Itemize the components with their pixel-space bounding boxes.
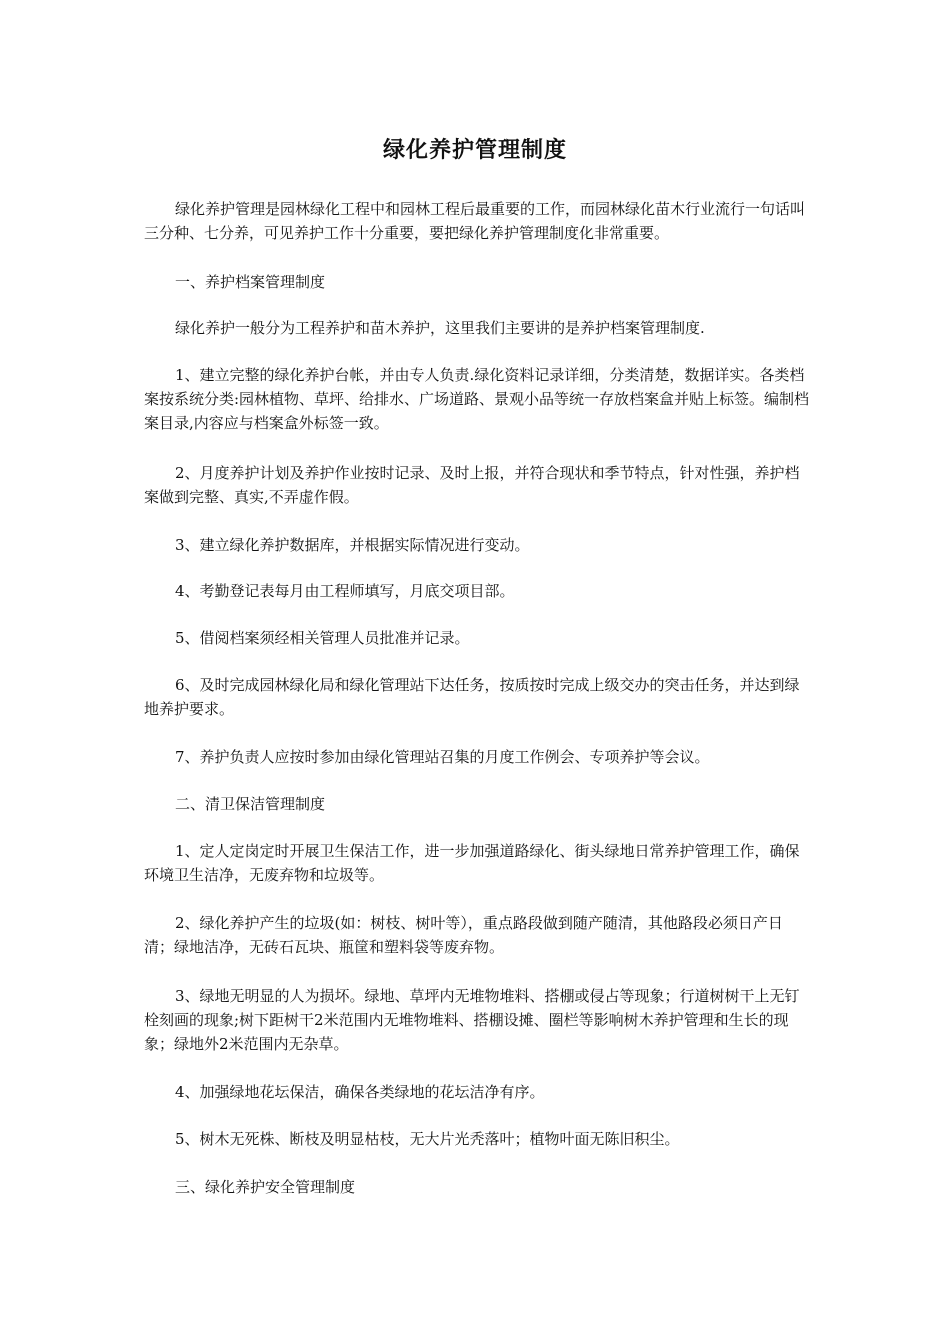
list-item: 5、树木无死株、断枝及明显枯枝，无大片光秃落叶；植物叶面无陈旧积尘。 (175, 1130, 680, 1148)
list-item: 3、绿地无明显的人为损坏。绿地、草坪内无堆物堆料、搭棚或侵占等现象；行道树树干上无钉栓刻画的现象;树下距树干2米范围内无堆物堆料、搭棚设摊、圈栏等影响树木养护管理和生长的现象；绿地外2米范围内无杂草。 (144, 987, 800, 1053)
section-heading-safety: 三、绿化养护安全管理制度 (175, 1178, 356, 1196)
list-item: 7、养护负责人应按时参加由绿化管理站召集的月度工作例会、专项养护等会议。 (175, 748, 710, 766)
section-heading-cleaning: 二、清卫保洁管理制度 (175, 795, 326, 813)
paragraph: 绿化养护一般分为工程养护和苗木养护，这里我们主要讲的是养护档案管理制度. (175, 319, 705, 337)
list-item: 3、建立绿化养护数据库，并根据实际情况进行变动。 (175, 536, 530, 554)
list-item: 1、定人定岗定时开展卫生保洁工作，进一步加强道路绿化、街头绿地日常养护管理工作，确保环境卫生洁净，无废弃物和垃圾等。 (144, 842, 800, 884)
list-item: 5、借阅档案须经相关管理人员批准并记录。 (175, 629, 470, 647)
document-title: 绿化养护管理制度 (382, 137, 567, 163)
list-item: 4、考勤登记表每月由工程师填写，月底交项目部。 (175, 582, 515, 600)
section-heading-archive: 一、养护档案管理制度 (175, 273, 326, 291)
list-item: 4、加强绿地花坛保洁，确保各类绿地的花坛洁净有序。 (175, 1083, 545, 1101)
list-item: 6、及时完成园林绿化局和绿化管理站下达任务，按质按时完成上级交办的突击任务，并达到绿地养护要求。 (144, 676, 800, 718)
list-item: 1、建立完整的绿化养护台帐，并由专人负责.绿化资料记录详细，分类清楚，数据详实。各类档案按系统分类:园林植物、草坪、给排水、广场道路、景观小品等统一存放档案盒并贴上标签。编制档案目录,内容应与档案盒外标签一致。 (144, 366, 810, 432)
list-item: 2、绿化养护产生的垃圾(如：树枝、树叶等），重点路段做到随产随清，其他路段必须日产日清；绿地洁净，无砖石瓦块、瓶筐和塑料袋等废弃物。 (144, 914, 783, 956)
list-item: 2、月度养护计划及养护作业按时记录、及时上报，并符合现状和季节特点，针对性强，养护档案做到完整、真实,不弄虚作假。 (144, 464, 800, 506)
intro-paragraph: 绿化养护管理是园林绿化工程中和园林工程后最重要的工作，而园林绿化苗木行业流行一句话叫三分种、七分养，可见养护工作十分重要，要把绿化养护管理制度化非常重要。 (144, 200, 806, 242)
